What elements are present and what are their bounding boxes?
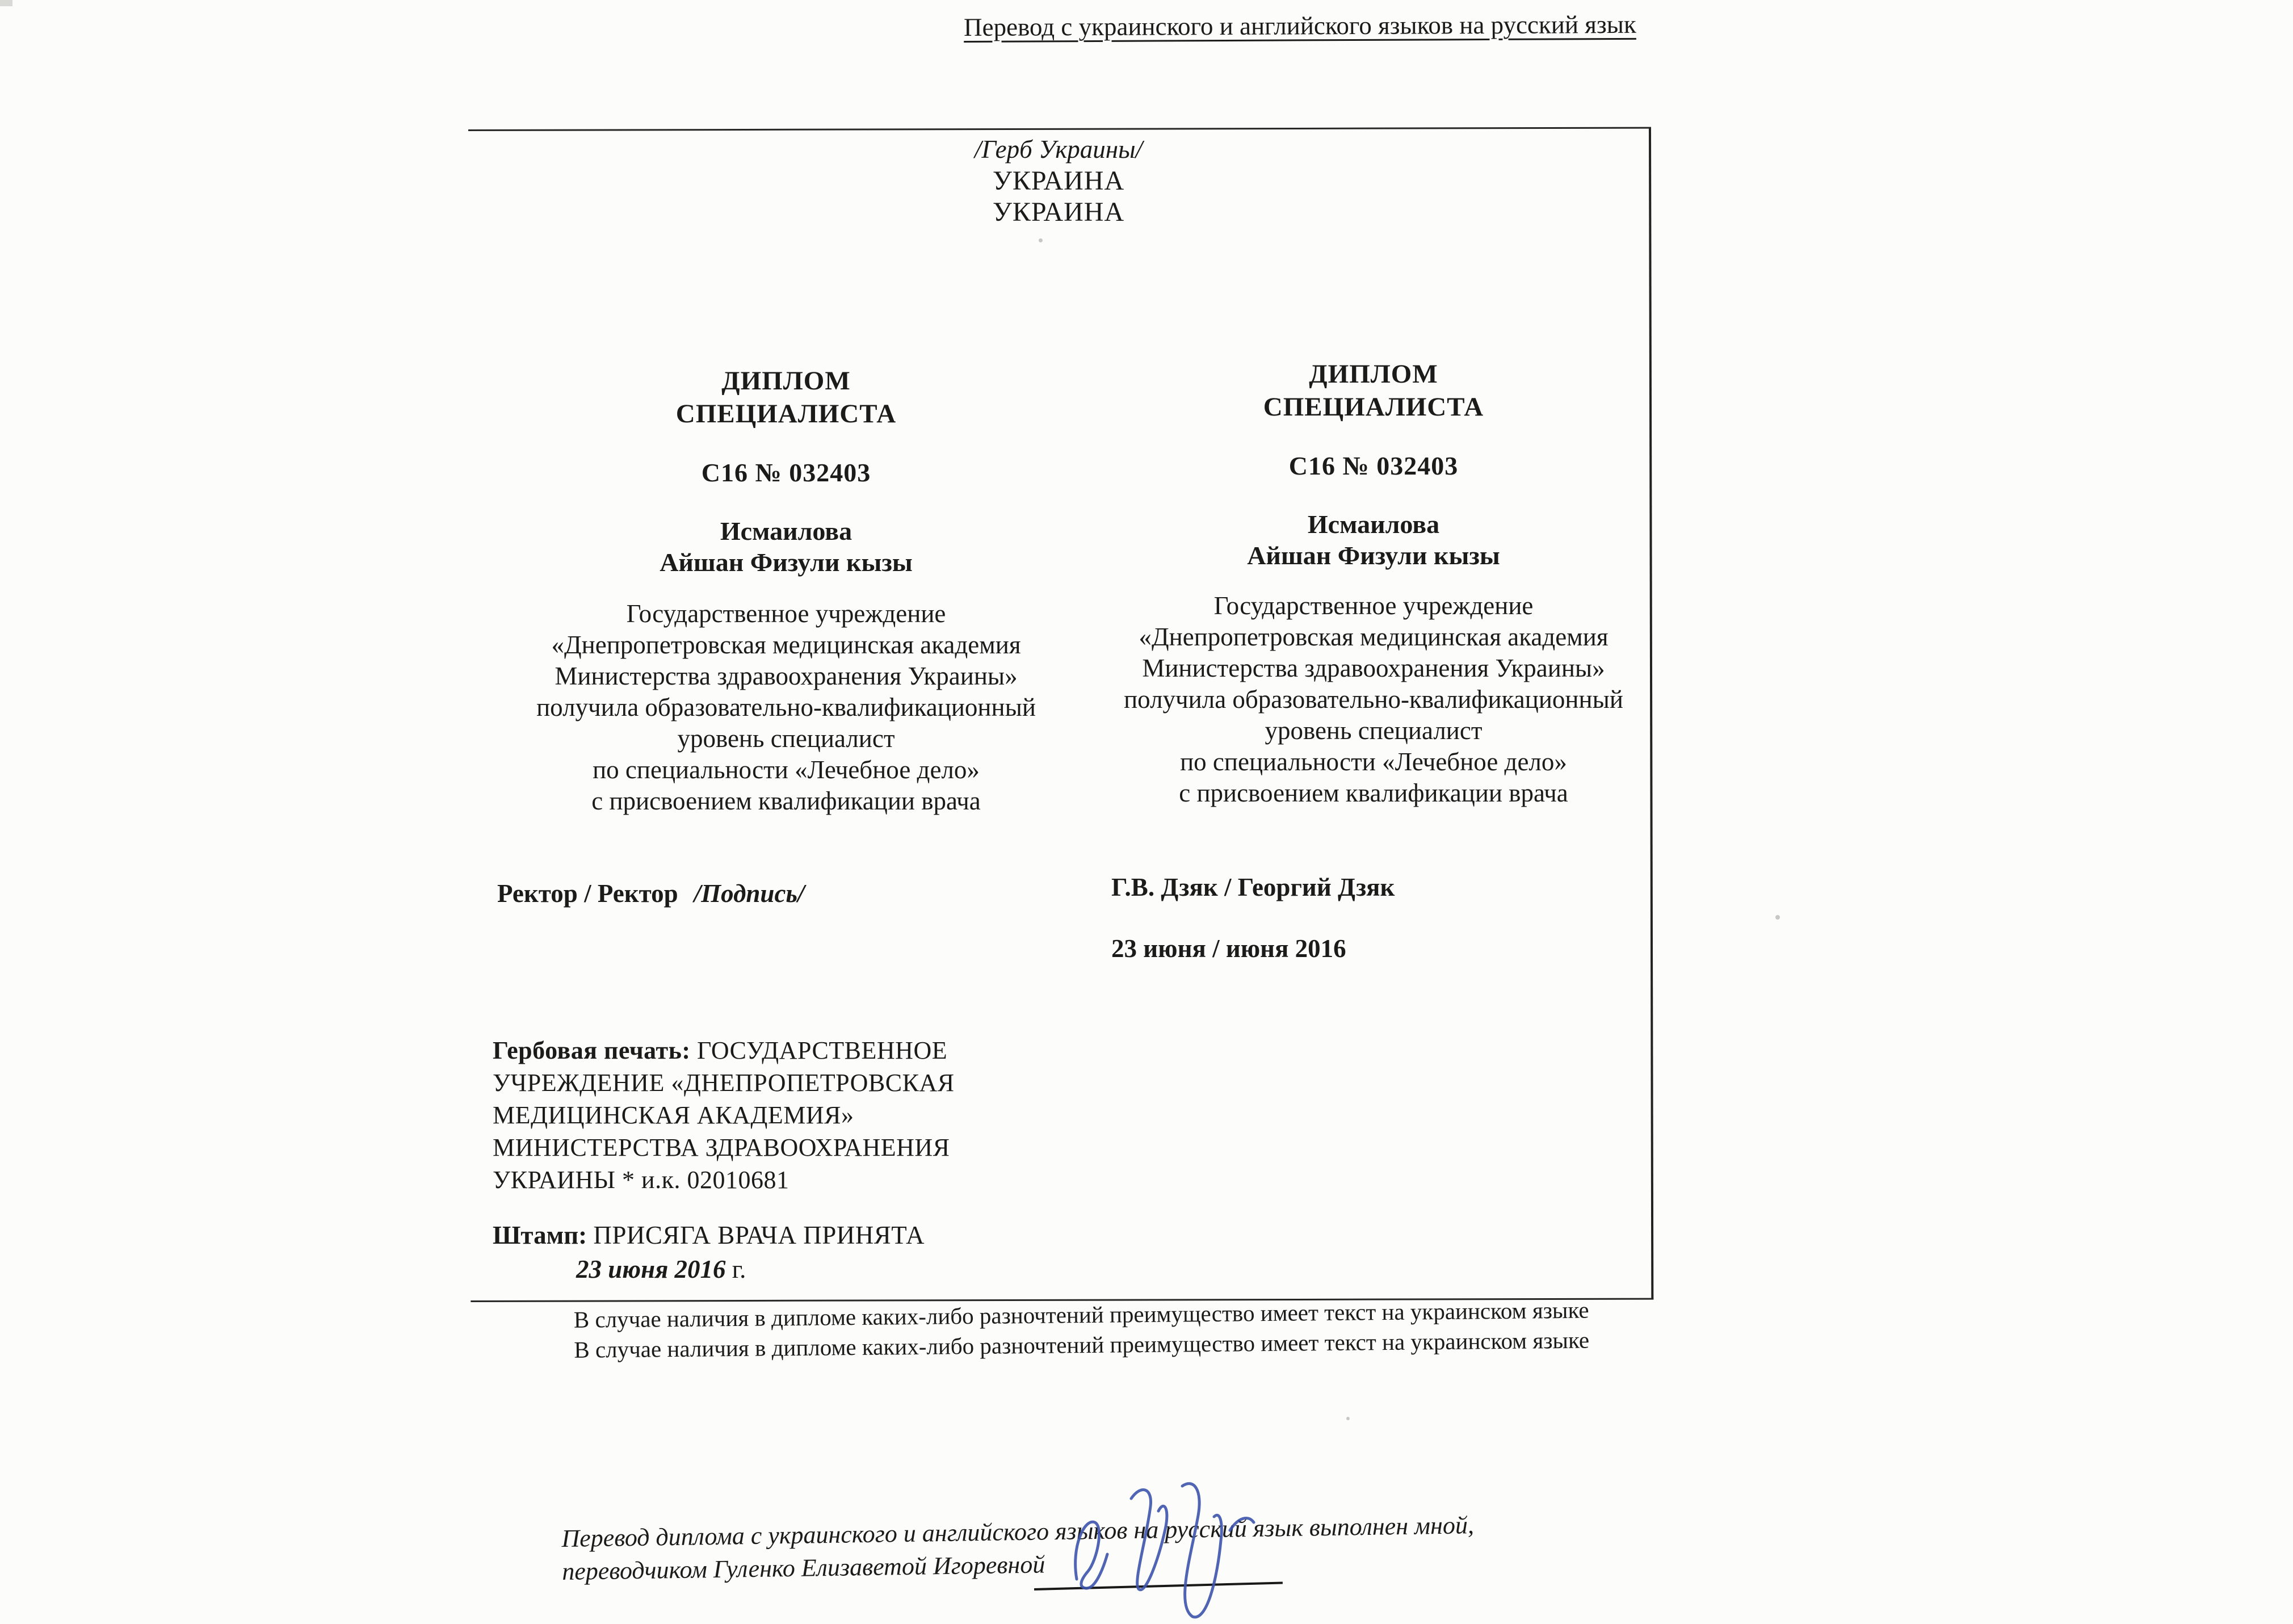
body-line: «Днепропетровская медицинская академия — [1139, 623, 1609, 651]
stamp-date-suffix: г. — [732, 1255, 746, 1283]
body-line: Государственное учреждение — [626, 599, 946, 628]
emblem-heading — [468, 134, 1649, 228]
translator-line2: переводчиком Гуленко Елизаветой Игоревной — [561, 1550, 1045, 1585]
body-line: «Днепропетровская медицинская академия — [551, 631, 1021, 659]
disclaimer-line2: В случае наличия в дипломе каких-либо разночтений преимущество имеет текст на украинском языке — [574, 1327, 1590, 1363]
issue-date-line: 23 июня / июня 2016 — [1111, 934, 1346, 963]
coat-of-arms-note: /Герб Украины/ — [974, 135, 1143, 163]
scan-smudge — [0, 0, 12, 6]
translator-signature — [1047, 1474, 1286, 1622]
body-line: уровень специалист — [677, 724, 895, 753]
country-name-line1: УКРАИНА — [992, 166, 1125, 196]
diploma-title-left-line2: СПЕЦИАЛИСТА — [675, 399, 897, 429]
diploma-body-left — [499, 598, 1073, 817]
body-line: с присвоением квалификации врача — [1179, 779, 1568, 807]
disclaimer-block — [499, 1294, 1664, 1366]
holder-name-left — [499, 515, 1073, 578]
seal-text-line5: УКРАИНЫ * и.к. 02010681 — [493, 1166, 789, 1194]
body-line: Министерства здравоохранения Украины» — [1142, 654, 1605, 682]
seal-line — [493, 1034, 1049, 1067]
country-name-line2: УКРАИНА — [992, 197, 1125, 227]
body-line: с присвоением квалификации врача — [591, 787, 981, 815]
stamp-date-value: 23 июня 2016 — [576, 1255, 726, 1283]
disclaimer-line1: В случае наличия в дипломе каких-либо разночтений преимущество имеет текст на украинском языке — [573, 1296, 1589, 1333]
stamp-transcription — [493, 1220, 925, 1250]
seal-text-line1: ГОСУДАРСТВЕННОЕ — [697, 1036, 948, 1064]
translation-header: Перевод с украинского и английского языков на русский язык — [964, 10, 1636, 41]
holder-givenname-left: Айшан Физули кызы — [660, 548, 913, 577]
rector-signature-line — [497, 879, 805, 908]
seal-text-line3: МЕДИЦИНСКАЯ АКАДЕМИЯ» — [493, 1101, 854, 1129]
diploma-title-right-line2: СПЕЦИАЛИСТА — [1263, 392, 1484, 422]
scan-speck — [1775, 915, 1780, 920]
rector-label: Ректор / Ректор — [497, 879, 678, 908]
diploma-body-right — [1087, 590, 1660, 809]
diploma-title-right-line1: ДИПЛОМ — [1309, 359, 1438, 389]
body-line: по специальности «Лечебное дело» — [1180, 748, 1567, 776]
signature-placeholder: /Подпись/ — [694, 879, 805, 908]
holder-givenname-right: Айшан Физули кызы — [1247, 541, 1500, 570]
holder-surname-left: Исмаилова — [720, 517, 852, 545]
diploma-number-left: С16 № 032403 — [701, 458, 871, 487]
body-line: получила образовательно-квалификационный — [536, 693, 1036, 721]
diploma-title-right — [1087, 358, 1660, 423]
stamp-label: Штамп: — [493, 1221, 587, 1249]
translator-line1: Перевод диплома с украинского и английского языков на русский язык выполнен мной, — [561, 1511, 1475, 1552]
signature-stroke — [1182, 1484, 1221, 1617]
holder-surname-right: Исмаилова — [1307, 510, 1440, 539]
body-line: получила образовательно-квалификационный — [1124, 685, 1623, 714]
stamp-text: ПРИСЯГА ВРАЧА ПРИНЯТА — [593, 1221, 925, 1249]
holder-name-right — [1087, 509, 1660, 571]
seal-text-line2: УЧРЕЖДЕНИЕ «ДНЕПРОПЕТРОВСКАЯ — [493, 1069, 955, 1097]
body-line: уровень специалист — [1265, 716, 1483, 745]
diploma-title-left-line1: ДИПЛОМ — [721, 366, 851, 396]
scan-speck — [1039, 238, 1043, 242]
seal-label: Гербовая печать: — [493, 1036, 691, 1064]
signature-stroke — [1131, 1489, 1167, 1589]
rector-name-line: Г.В. Дзяк / Георгий Дзяк — [1111, 873, 1395, 901]
stamp-date — [576, 1254, 746, 1284]
diploma-title-left — [499, 364, 1073, 430]
body-line: Министерства здравоохранения Украины» — [555, 662, 1018, 690]
seal-transcription — [493, 1034, 1049, 1196]
body-line: по специальности «Лечебное дело» — [593, 756, 980, 784]
body-line: Государственное учреждение — [1213, 591, 1534, 620]
signature-stroke — [1230, 1518, 1254, 1530]
diploma-number-right: С16 № 032403 — [1288, 451, 1459, 480]
scan-speck — [1346, 1417, 1350, 1420]
seal-text-line4: МИНИСТЕРСТВА ЗДРАВООХРАНЕНИЯ — [493, 1134, 950, 1161]
signature-stroke — [1076, 1522, 1107, 1588]
